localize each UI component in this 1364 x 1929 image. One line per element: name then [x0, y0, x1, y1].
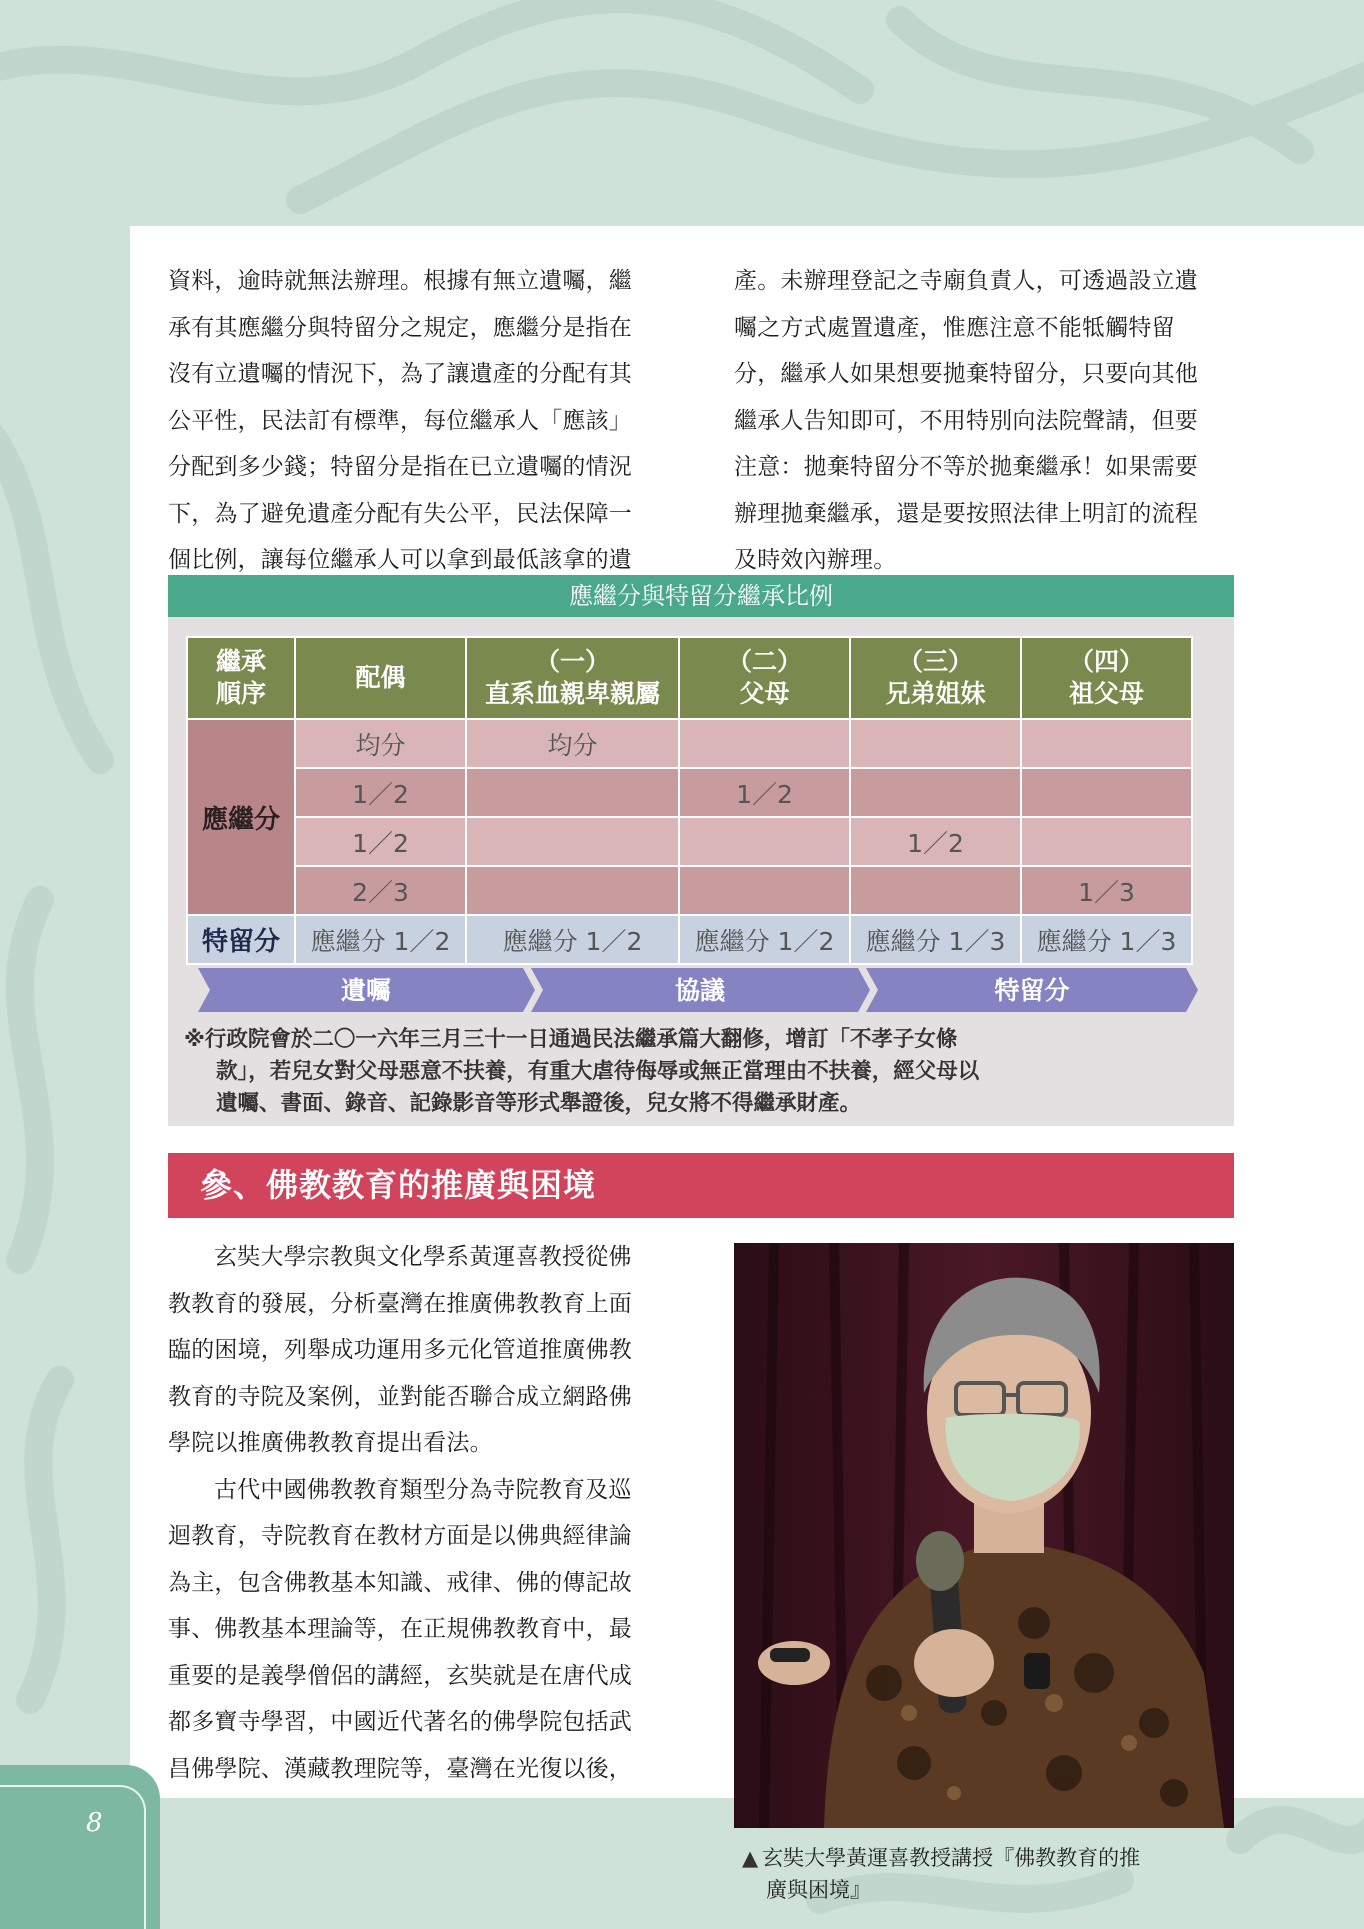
table-cell	[1021, 817, 1192, 866]
note-line: 遺囑、書面、錄音、記錄影音等形式舉證後，兒女將不得繼承財產。	[216, 1091, 862, 1116]
table-cell	[679, 817, 850, 866]
table-cell	[466, 768, 679, 817]
table-note	[184, 1024, 1224, 1120]
header-parents: （二） 父母	[679, 637, 850, 719]
section-title: 參、佛教教育的推廣與困境	[200, 1166, 597, 1204]
text-line: 及時效內辦理。	[734, 547, 897, 573]
table-title: 應繼分與特留分繼承比例	[168, 575, 1234, 617]
table-row	[187, 768, 1192, 817]
text-line: 下，為了避免遺產分配有失公平，民法保障一	[168, 500, 632, 527]
text-line: 囑之方式處置遺產，惟應注意不能牴觸特留	[734, 314, 1175, 341]
header-order: 繼承 順序	[187, 637, 295, 719]
priority-arrows	[198, 968, 1198, 1012]
table-row	[187, 817, 1192, 866]
caption-line: 廣與困境』	[766, 1878, 871, 1902]
arrow-label-reserved: 特留分	[994, 976, 1070, 1005]
text-line: 沒有立遺囑的情況下，為了讓遺產的分配有其	[168, 361, 632, 387]
table-cell	[850, 768, 1021, 817]
table-cell	[1021, 719, 1192, 768]
table-cell: 1／2	[850, 817, 1021, 866]
table-cell: 應繼分 1／3	[850, 915, 1021, 964]
reserved-label: 特留分	[187, 915, 295, 964]
page-tab-border	[0, 1785, 146, 1929]
text-line: 分配到多少錢；特留分是指在已立遺囑的情況	[168, 454, 632, 480]
table-cell: 應繼分 1／3	[1021, 915, 1192, 964]
table-cell	[466, 817, 679, 866]
text-line: 臨的困境，列舉成功運用多元化管道推廣佛教	[168, 1337, 632, 1363]
text-line: 昌佛學院、漢藏教理院等，臺灣在光復以後，	[168, 1755, 632, 1782]
text-line: 公平性，民法訂有標準，每位繼承人「應該」	[168, 407, 632, 434]
text-line: 繼承人告知即可，不用特別向法院聲請，但要	[734, 407, 1198, 434]
table-cell	[679, 719, 850, 768]
text-line: 事、佛教基本理論等，在正規佛教教育中，最	[168, 1616, 632, 1642]
table-cell	[1021, 768, 1192, 817]
triangle-icon: ▲	[742, 1846, 759, 1870]
table-cell: 2／3	[295, 866, 466, 915]
header-grandparents: （四） 祖父母	[1021, 637, 1192, 719]
table-cell: 1／2	[295, 817, 466, 866]
table-row	[187, 866, 1192, 915]
body-text-top-left	[168, 258, 673, 584]
text-line: 分，繼承人如果想要拋棄特留分，只要向其他	[734, 361, 1198, 387]
table-header-row	[187, 637, 1192, 719]
text-line: 重要的是義學僧侶的講經，玄奘就是在唐代成	[168, 1662, 632, 1689]
header-spouse: 配偶	[295, 637, 466, 719]
text-line: 學院以推廣佛教教育提出看法。	[168, 1430, 493, 1456]
arrow-label-agreement: 協議	[674, 976, 726, 1005]
text-line: 承有其應繼分與特留分之規定，應繼分是指在	[168, 314, 632, 341]
inherit-label: 應繼分	[187, 719, 295, 915]
table-cell: 均分	[466, 719, 679, 768]
table-cell	[850, 719, 1021, 768]
text-line: 都多寶寺學習，中國近代著名的佛學院包括武	[168, 1709, 632, 1735]
arrow-label-will: 遺囑	[340, 976, 392, 1005]
table-cell: 均分	[295, 719, 466, 768]
text-line: 注意：拋棄特留分不等於拋棄繼承！如果需要	[734, 454, 1198, 480]
note-line: ※行政院會於二〇一六年三月三十一日通過民法繼承篇大翻修，增訂「不孝子女條	[184, 1027, 958, 1052]
text-line: 個比例，讓每位繼承人可以拿到最低該拿的遺	[168, 547, 632, 573]
text-line: 教育的寺院及案例，並對能否聯合成立網路佛	[168, 1383, 632, 1410]
text-line: 教教育的發展，分析臺灣在推廣佛教教育上面	[168, 1290, 632, 1317]
text-line: 古代中國佛教教育類型分為寺院教育及巡	[214, 1476, 632, 1503]
table-cell	[466, 866, 679, 915]
photo-caption	[742, 1842, 1222, 1906]
header-descendants: （一） 直系血親卑親屬	[466, 637, 679, 719]
text-line: 產。未辦理登記之寺廟負責人，可透過設立遺	[734, 268, 1198, 294]
table-cell: 應繼分 1／2	[679, 915, 850, 964]
text-line: 玄奘大學宗教與文化學系黃運喜教授從佛	[214, 1244, 632, 1270]
table-cell: 1／2	[295, 768, 466, 817]
body-text-bottom-left	[168, 1234, 673, 1792]
reserved-row	[187, 915, 1192, 964]
table-cell: 1／2	[679, 768, 850, 817]
table-row	[187, 719, 1192, 768]
section-header	[168, 1153, 1234, 1218]
table-cell	[850, 866, 1021, 915]
page-number: 8	[86, 1808, 103, 1838]
body-text-top-right	[734, 258, 1239, 584]
header-siblings: （三） 兄弟姐妹	[850, 637, 1021, 719]
table-cell	[679, 866, 850, 915]
lecturer-photo	[734, 1243, 1234, 1828]
caption-line: 玄奘大學黃運喜教授講授『佛教教育的推	[762, 1846, 1141, 1870]
text-line: 迴教育，寺院教育在教材方面是以佛典經律論	[168, 1523, 632, 1549]
text-line: 為主，包含佛教基本知識、戒律、佛的傳記故	[168, 1569, 632, 1596]
text-line: 資料，逾時就無法辦理。根據有無立遺囑，繼	[168, 268, 632, 294]
note-line: 款」，若兒女對父母惡意不扶養，有重大虐待侮辱或無正當理由不扶養，經父母以	[216, 1059, 980, 1084]
table-cell: 應繼分 1／2	[295, 915, 466, 964]
text-line: 辦理拋棄繼承，還是要按照法律上明訂的流程	[734, 500, 1198, 527]
table-cell: 1／3	[1021, 866, 1192, 915]
table-cell: 應繼分 1／2	[466, 915, 679, 964]
inheritance-ratio-table	[186, 636, 1193, 965]
